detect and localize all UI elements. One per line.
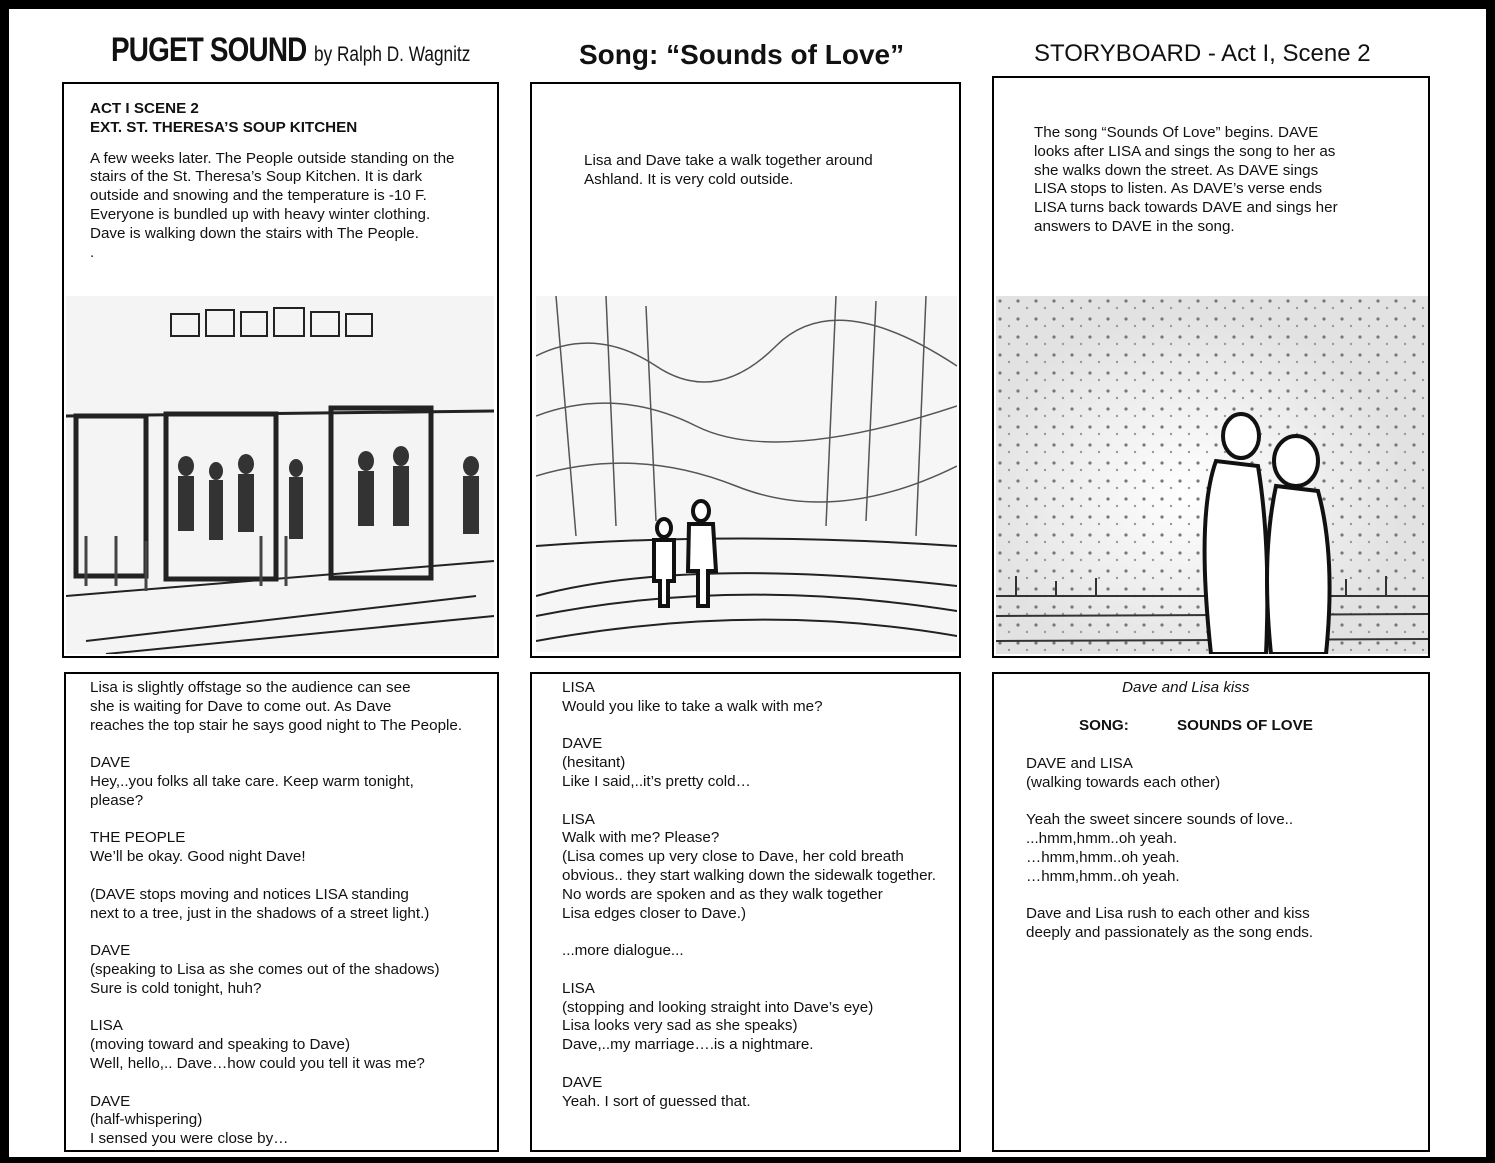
text-line: Dave and Lisa rush to each other and kiss: [1026, 905, 1310, 923]
text-line: (walking towards each other): [1026, 773, 1221, 791]
text-line: Would you like to take a walk with me?: [562, 697, 823, 715]
text-line: No words are spoken and as they walk together: [562, 885, 883, 903]
text-line: [1026, 793, 1313, 812]
text-line: [562, 1055, 936, 1074]
text-line: LISA: [562, 810, 595, 828]
panel6-text: [1026, 755, 1313, 943]
text-line: Lisa looks very sad as she speaks): [562, 1017, 798, 1035]
text-line: [90, 867, 462, 886]
panel2-text: [584, 152, 873, 190]
text-line: DAVE: [90, 942, 131, 960]
street-walk-sketch: [536, 296, 957, 652]
panel-soup-kitchen: [62, 82, 499, 658]
text-line: Lisa and Dave take a walk together around: [584, 152, 873, 169]
location-heading: EXT. ST. THERESA’S SOUP KITCHEN: [90, 118, 358, 136]
text-line: deeply and passionately as the song ends.: [1026, 924, 1314, 942]
text-line: next to a tree, just in the shadows of a street light.): [90, 904, 430, 922]
text-line: ...hmm,hmm..oh yeah.: [1026, 830, 1178, 848]
panel1-text: [90, 100, 454, 262]
text-line: outside and snowing and the temperature is -10 F.: [90, 187, 427, 205]
panel5-text: [562, 679, 936, 1111]
text-line: DAVE: [90, 754, 131, 772]
text-line: [562, 792, 936, 811]
text-line: (hesitant): [562, 754, 626, 772]
text-line: reaches the top stair he says good night to The People.: [90, 716, 463, 734]
text-line: Lisa is slightly offstage so the audience can see: [90, 679, 411, 696]
text-line: [562, 961, 936, 980]
couple-kiss-sketch: [996, 296, 1428, 654]
text-line: please?: [90, 791, 144, 809]
song-title: Song: “Sounds of Love”: [579, 39, 905, 70]
text-line: [562, 717, 936, 736]
text-line: ...more dialogue...: [562, 942, 684, 960]
text-line: THE PEOPLE: [90, 829, 186, 847]
text-line: …hmm,hmm..oh yeah.: [1026, 848, 1180, 866]
author-byline: by Ralph D. Wagnitz: [313, 43, 471, 66]
text-line: LISA: [562, 979, 595, 997]
storyboard-label: STORYBOARD - Act I, Scene 2: [1034, 40, 1371, 67]
text-line: DAVE: [90, 1092, 131, 1110]
text-line: answers to DAVE in the song.: [1034, 217, 1235, 235]
text-line: LISA stops to listen. As DAVE’s verse ends: [1034, 180, 1323, 198]
soup-kitchen-sketch: [66, 296, 494, 654]
text-line: Walk with me? Please?: [562, 829, 720, 847]
text-line: Lisa edges closer to Dave.): [562, 904, 747, 922]
text-line: (half-whispering): [90, 1111, 203, 1129]
text-line: Hey,..you folks all take care. Keep warm tonight,: [90, 772, 414, 790]
text-line: DAVE and LISA: [1026, 755, 1133, 772]
text-line: (Lisa comes up very close to Dave, her cold breath: [562, 848, 904, 866]
text-line: A few weeks later. The People outside standing on the: [90, 149, 455, 167]
panel-dialogue-1: [64, 672, 499, 1152]
text-line: Yeah. I sort of guessed that.: [562, 1092, 751, 1110]
text-line: Dave,..my marriage….is a nightmare.: [562, 1036, 814, 1054]
text-line: DAVE: [562, 1073, 603, 1091]
panel-dialogue-2: [530, 672, 961, 1152]
text-line: (speaking to Lisa as she comes out of the shadows): [90, 960, 440, 978]
text-line: We’ll be okay. Good night Dave!: [90, 848, 306, 866]
text-line: [90, 923, 462, 942]
text-line: Sure is cold tonight, huh?: [90, 979, 262, 997]
text-line: Everyone is bundled up with heavy winter clothing.: [90, 205, 431, 223]
panel-song-lyrics: [992, 672, 1430, 1152]
text-line: DAVE: [562, 735, 603, 753]
panel4-text: [90, 679, 462, 1149]
text-line: obvious.. they start walking down the sidewalk together.: [562, 866, 936, 884]
text-line: Dave is walking down the stairs with The People.: [90, 224, 419, 242]
text-line: (moving toward and speaking to Dave): [90, 1036, 351, 1054]
text-line: looks after LISA and sings the song to her as: [1034, 142, 1336, 160]
text-line: [90, 735, 462, 754]
panel-walk: [530, 82, 961, 658]
text-line: stairs of the St. Theresa’s Soup Kitchen. It is dark: [90, 168, 423, 186]
text-line: Well, hello,.. Dave…how could you tell it was me?: [90, 1054, 425, 1072]
text-line: I sensed you were close by…: [90, 1130, 289, 1148]
text-line: LISA turns back towards DAVE and sings her: [1034, 199, 1338, 217]
text-line: [1026, 887, 1313, 906]
song-label: SONG:: [1079, 717, 1129, 734]
text-line: LISA: [90, 1017, 123, 1035]
header-left: [111, 31, 504, 70]
play-title: PUGET SOUND: [111, 31, 307, 69]
kiss-caption: Dave and Lisa kiss: [1122, 679, 1250, 696]
text-line: she is waiting for Dave to come out. As Dave: [90, 697, 392, 715]
text-line: …hmm,hmm..oh yeah.: [1026, 867, 1180, 885]
text-line: The song “Sounds Of Love” begins. DAVE: [1034, 124, 1319, 141]
text-line: [562, 923, 936, 942]
text-line: [90, 811, 462, 830]
text-line: she walks down the street. As DAVE sings: [1034, 161, 1319, 179]
act-scene-heading: ACT I SCENE 2: [90, 100, 199, 117]
text-line: (stopping and looking straight into Dave’s eye): [562, 998, 874, 1016]
text-line: [90, 1074, 462, 1093]
panel3-text: [1034, 124, 1338, 237]
text-line: LISA: [562, 679, 595, 696]
text-line: Ashland. It is very cold outside.: [584, 170, 794, 188]
text-line: [90, 999, 462, 1018]
panel-song-begins: [992, 76, 1430, 658]
text-line: Like I said,..it’s pretty cold…: [562, 772, 751, 790]
text-line: (DAVE stops moving and notices LISA standing: [90, 885, 409, 903]
text-line: .: [90, 243, 95, 261]
text-line: Yeah the sweet sincere sounds of love..: [1026, 811, 1294, 829]
song-name: SOUNDS OF LOVE: [1177, 717, 1313, 734]
